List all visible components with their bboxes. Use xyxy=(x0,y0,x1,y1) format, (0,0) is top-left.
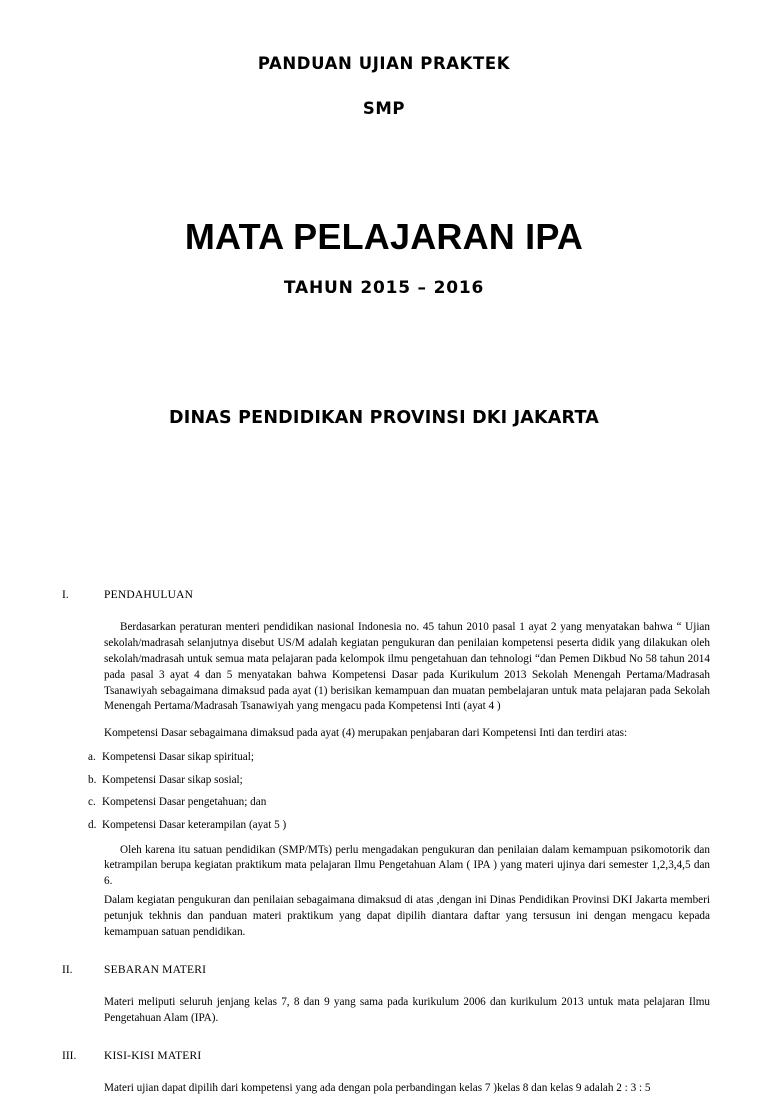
sebaran-materi-body xyxy=(62,995,710,1027)
section-title: SEBARAN MATERI xyxy=(104,963,207,976)
paragraph-sebaran-materi-1: Materi meliputi seluruh jenjang kelas 7, 8 dan 9 yang sama pada kurikulum 2006 dan kurikulum 2013 untuk mata pelajaran Ilmu Pengetahuan Alam (IPA). xyxy=(104,995,710,1024)
paragraph-pendahuluan-1: Berdasarkan peraturan menteri pendidikan nasional Indonesia no. 45 tahun 2010 pasal 1 ayat 2 yang menyatakan bahwa “ Ujian sekolah/madrasah selanjutnya disebut US/M adalah kegiatan pengukuran dan penilaian kompetensi peserta didik yang dilakukan oleh sekolah/madrasah untuk semua mata pelajaran pada kelompok ilmu pengetahuan dan tehnologi “dan Pemen Dikbud No 58 tahun 2014 pada pasal 3 ayat 4 dan 5 menyatakan bahwa Kompetensi Dasar pada Kurikulum 2013 Sekolah Menengah Pertama/Madrasah Tsanawiyah sebagaimana dimaksud pada ayat (1) berisikan kemampuan dan muatan pembelajaran untuk mata pelajaran pada Sekolah Menengah Pertama/Madrasah Tsanawiyah yang mengacu pada Kompetensi Inti (ayat 4 ) xyxy=(104,620,710,713)
list-marker: d. xyxy=(88,818,97,831)
section-heading-sebaran-materi xyxy=(62,963,710,978)
list-item-label: Kompetensi Dasar sikap spiritual; xyxy=(102,751,254,764)
list-item xyxy=(88,769,710,792)
list-item-label: Kompetensi Dasar sikap sosial; xyxy=(102,773,243,786)
pendahuluan-body-2 xyxy=(62,843,710,941)
document-kind-title: PANDUAN UJIAN PRAKTEK xyxy=(257,54,511,73)
section-number: I. xyxy=(62,589,69,601)
spacer xyxy=(62,941,710,963)
school-level-title: SMP xyxy=(362,98,406,118)
list-marker: c. xyxy=(88,796,96,809)
list-item-label: Kompetensi Dasar keterampilan (ayat 5 ) xyxy=(102,818,287,831)
section-title: PENDAHULUAN xyxy=(104,589,194,601)
list-item xyxy=(88,791,710,814)
cover-block xyxy=(0,0,768,429)
section-title: KISI-KISI MATERI xyxy=(104,1049,202,1062)
paragraph-pendahuluan-2: Kompetensi Dasar sebagaimana dimaksud pada ayat (4) merupakan penjabaran dari Kompetensi Inti dan terdiri atas: xyxy=(104,727,628,740)
list-item xyxy=(88,814,710,837)
paragraph-pendahuluan-3: Oleh karena itu satuan pendidikan (SMP/MTs) perlu mengadakan pengukuran dan penilaian dalam kemampuan psikomotorik dan ketrampilan berupa kegiatan praktikum mata pelajaran Ilmu Pengetahuan Alam ( IPA ) yang materi ujinya dari semester 1,2,3,4,5 dan 6. xyxy=(104,843,710,888)
list-marker: a. xyxy=(88,751,96,764)
subject-title: MATA PELAJARAN IPA xyxy=(184,215,584,257)
section-number: III. xyxy=(62,1049,77,1062)
institution-name: DINAS PENDIDIKAN PROVINSI DKI JAKARTA xyxy=(169,408,599,429)
spacer xyxy=(62,1064,710,1081)
list-marker: b. xyxy=(88,773,97,786)
document-body xyxy=(0,588,768,1097)
list-item xyxy=(88,746,710,769)
spacer xyxy=(62,1027,710,1049)
paragraph-pendahuluan-4: Dalam kegiatan pengukuran dan penilaian sebagaimana dimaksud di atas ,dengan ini Dinas Pendidikan Provinsi DKI Jakarta memberi petunjuk tekhnis dan panduan materi praktikum yang dapat dipilih diantara daftar yang tersusun ini dengan mengacu kepada kemampuan satuan pendidikan. xyxy=(104,894,710,939)
pendahuluan-body xyxy=(62,620,710,742)
list-item-label: Kompetensi Dasar pengetahuan; dan xyxy=(102,796,267,809)
academic-year: TAHUN 2015 – 2016 xyxy=(283,277,485,298)
section-heading-pendahuluan xyxy=(62,588,710,603)
paragraph-kisi-kisi-1: Materi ujian dapat dipilih dari kompetensi yang ada dengan pola perbandingan kelas 7 )kelas 8 dan kelas 9 adalah 2 : 3 : 5 xyxy=(104,1081,651,1094)
kompetensi-dasar-list xyxy=(62,746,710,836)
section-number: II. xyxy=(62,963,73,976)
spacer xyxy=(62,603,710,620)
kisi-kisi-body xyxy=(62,1081,710,1097)
spacer xyxy=(104,715,710,726)
spacer xyxy=(62,978,710,995)
section-heading-kisi-kisi xyxy=(62,1049,710,1064)
